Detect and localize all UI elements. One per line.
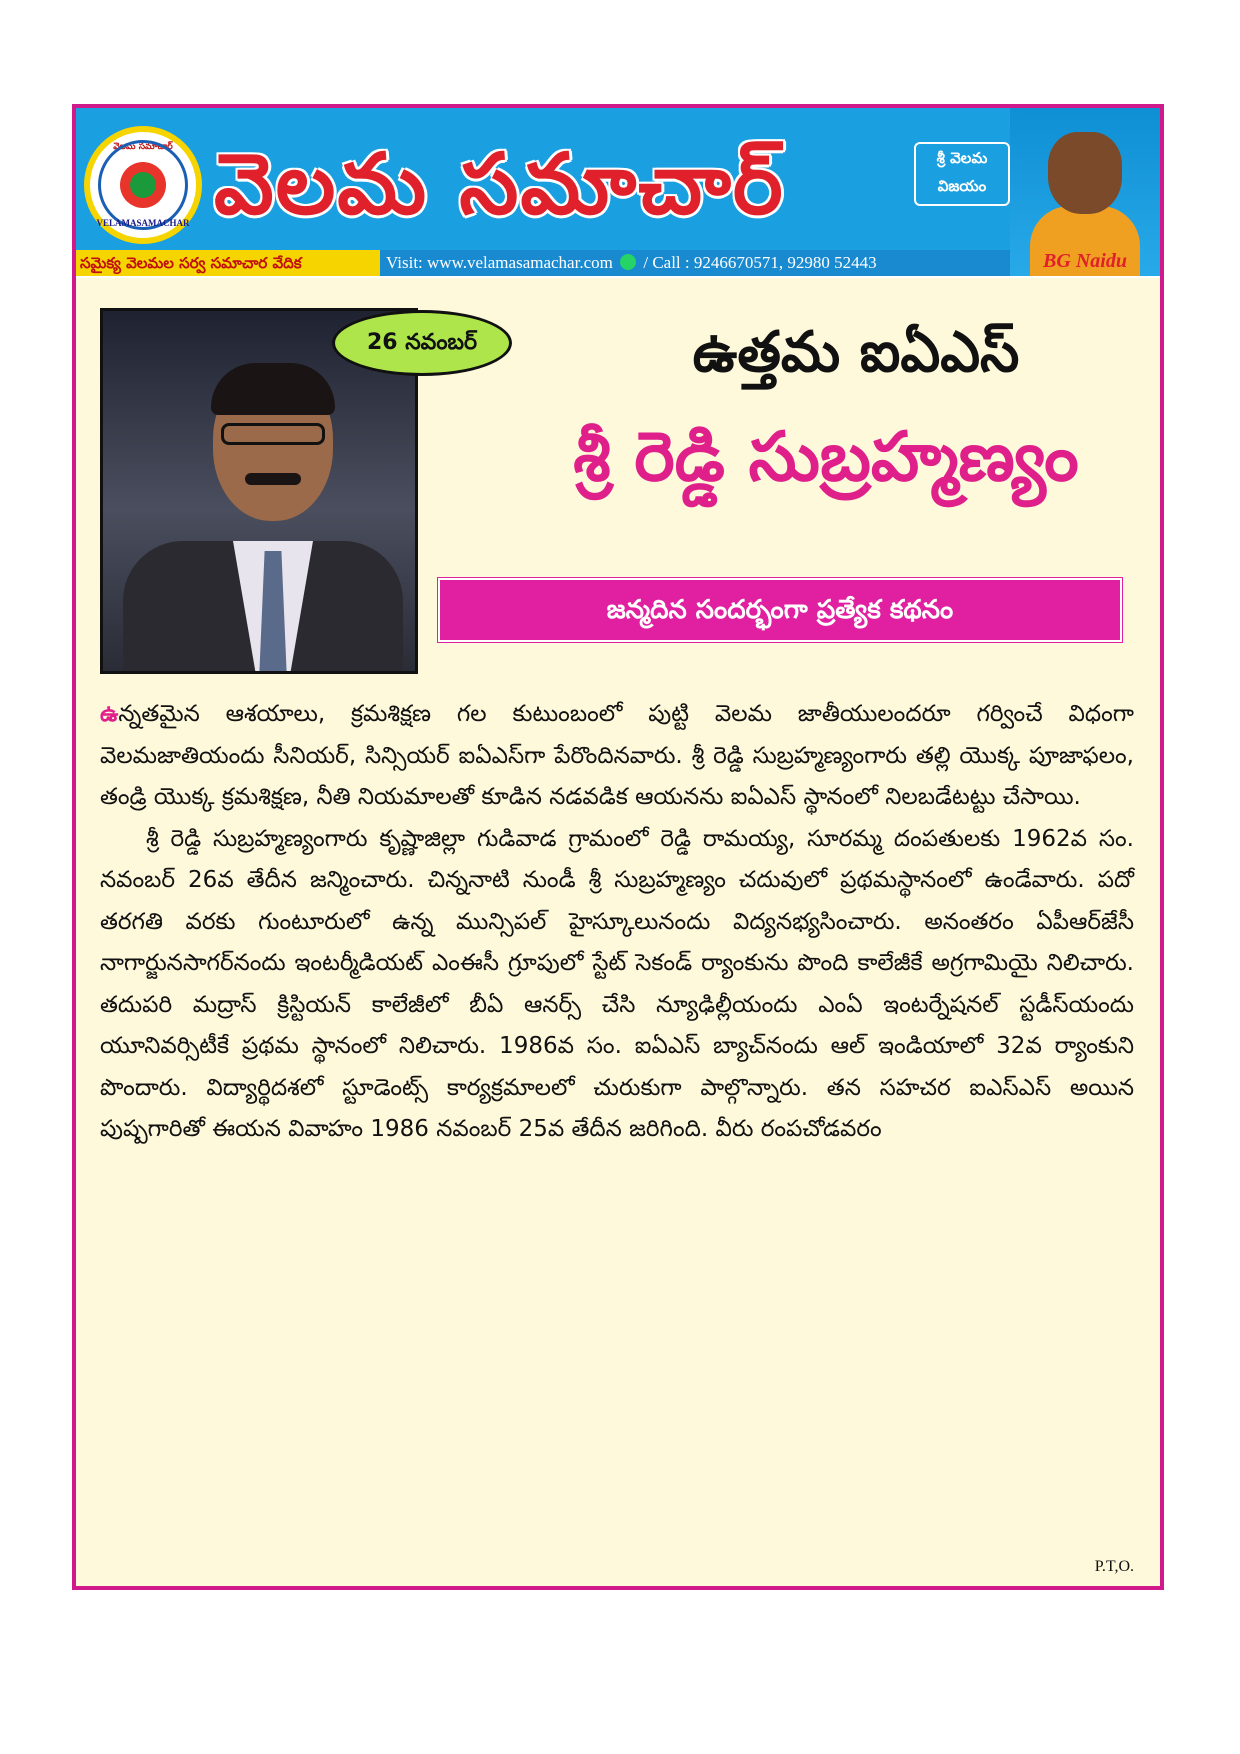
tagline: సమైక్య వెలమల సర్వ సమాచార వేదిక	[76, 250, 380, 276]
article-area	[76, 278, 1160, 1586]
paragraph-1	[100, 694, 1134, 819]
paragraph-1-text: న్నతమైన ఆశయాలు, క్రమశిక్షణ గల కుటుంబంలో పుట్టి వెలమ జాతీయులందరూ గర్వించే విధంగా వెలమజాతియందు సీనియర్, సిన్సియర్ ఐఏఎస్‌గా పేరొందినవారు. శ్రీ రెడ్డి సుబ్రహ్మణ్యంగారు తల్లి యొక్క పూజాఫలం, తండ్రి యొక్క క్రమశిక్షణ, నీతి నియమాలతో కూడిన నడవడిక ఆయనను ఐఏఎస్ స్థానంలో నిలబడేటట్టు చేసాయి.	[100, 701, 1134, 810]
subject-name: శ్రీ రెడ్డి సుబ్రహ్మణ్యం	[573, 418, 1079, 497]
side-label	[914, 142, 1010, 206]
newspaper-title: వెలమ సమాచార్	[214, 135, 785, 233]
photo-moustache	[245, 473, 301, 485]
logo-top-text: వెలమ సమాచార్	[113, 142, 173, 152]
headline: ఉత్తమ ఐఏఎస్	[692, 320, 1020, 385]
whatsapp-icon	[620, 254, 636, 270]
editor-name: BG Naidu	[1043, 250, 1127, 272]
logo-bottom-text: VELAMASAMACHAR	[96, 218, 190, 228]
website-link[interactable]: Visit: www.velamasamachar.com	[386, 253, 613, 272]
drop-letter: ఉ	[100, 701, 119, 727]
logo-emblem-icon	[120, 162, 166, 208]
subtitle-bar	[438, 578, 1122, 642]
phone-numbers: / Call : 9246670571, 92980 52443	[643, 253, 877, 272]
article-body	[100, 694, 1134, 1151]
logo	[84, 126, 202, 244]
subtitle: జన్మదిన సందర్భంగా ప్రత్యేక కథనం	[606, 595, 954, 625]
photo-glasses	[221, 423, 325, 445]
side-label-line-2: విజయం	[937, 177, 987, 195]
page-turn-note: P.T,O.	[1094, 1558, 1134, 1575]
masthead	[76, 108, 1160, 276]
photo-hair	[211, 363, 335, 415]
editor-face	[1048, 132, 1122, 214]
contact-line	[386, 250, 877, 276]
date-badge: 26 నవంబర్	[332, 310, 512, 376]
side-label-line-1: శ్రీ వెలమ	[936, 149, 988, 167]
page-frame	[72, 104, 1164, 1590]
paragraph-2: శ్రీ రెడ్డి సుబ్రహ్మణ్యంగారు కృష్ణాజిల్లా గుడివాడ గ్రామంలో రెడ్డి రామయ్య, సూరమ్మ దంపతులకు 1962వ సం. నవంబర్ 26వ తేదీన జన్మించారు. చిన్ననాటి నుండీ శ్రీ సుబ్రహ్మణ్యం చదువులో ప్రథమస్థానంలో ఉండేవారు. పదో తరగతి వరకు గుంటూరులో ఉన్న మున్సిపల్ హైస్కూలునందు విద్యనభ్యసించారు. అనంతరం ఏపీఆర్‌జేసీ నాగార్జునసాగర్‌నందు ఇంటర్మీడియట్ ఎంఈసీ గ్రూపులో స్టేట్ సెకండ్ ర్యాంకును పొంది కాలేజీకే అగ్రగామియై నిలిచారు. తదుపరి మద్రాస్ క్రిస్టియన్ కాలేజీలో బీఏ ఆనర్స్ చేసి న్యూఢిల్లీయందు ఎంఏ ఇంటర్నేషనల్ స్టడీస్‌యందు యూనివర్సిటీకే ప్రథమ స్థానంలో నిలిచారు. 1986వ సం. ఐఏఎస్ బ్యాచ్‌నందు ఆల్ ఇండియాలో 32వ ర్యాంకుని పొందారు. విద్యార్థిదశలో స్టూడెంట్స్ కార్యక్రమాలలో చురుకుగా పాల్గొన్నారు. తన సహచర ఐఎస్ఎస్ అయిన పుష్పగారితో ఈయన వివాహం 1986 నవంబర్ 25వ తేదీన జరిగింది. వీరు రంపచోడవరం	[100, 825, 1134, 1142]
info-strip	[76, 250, 1010, 276]
